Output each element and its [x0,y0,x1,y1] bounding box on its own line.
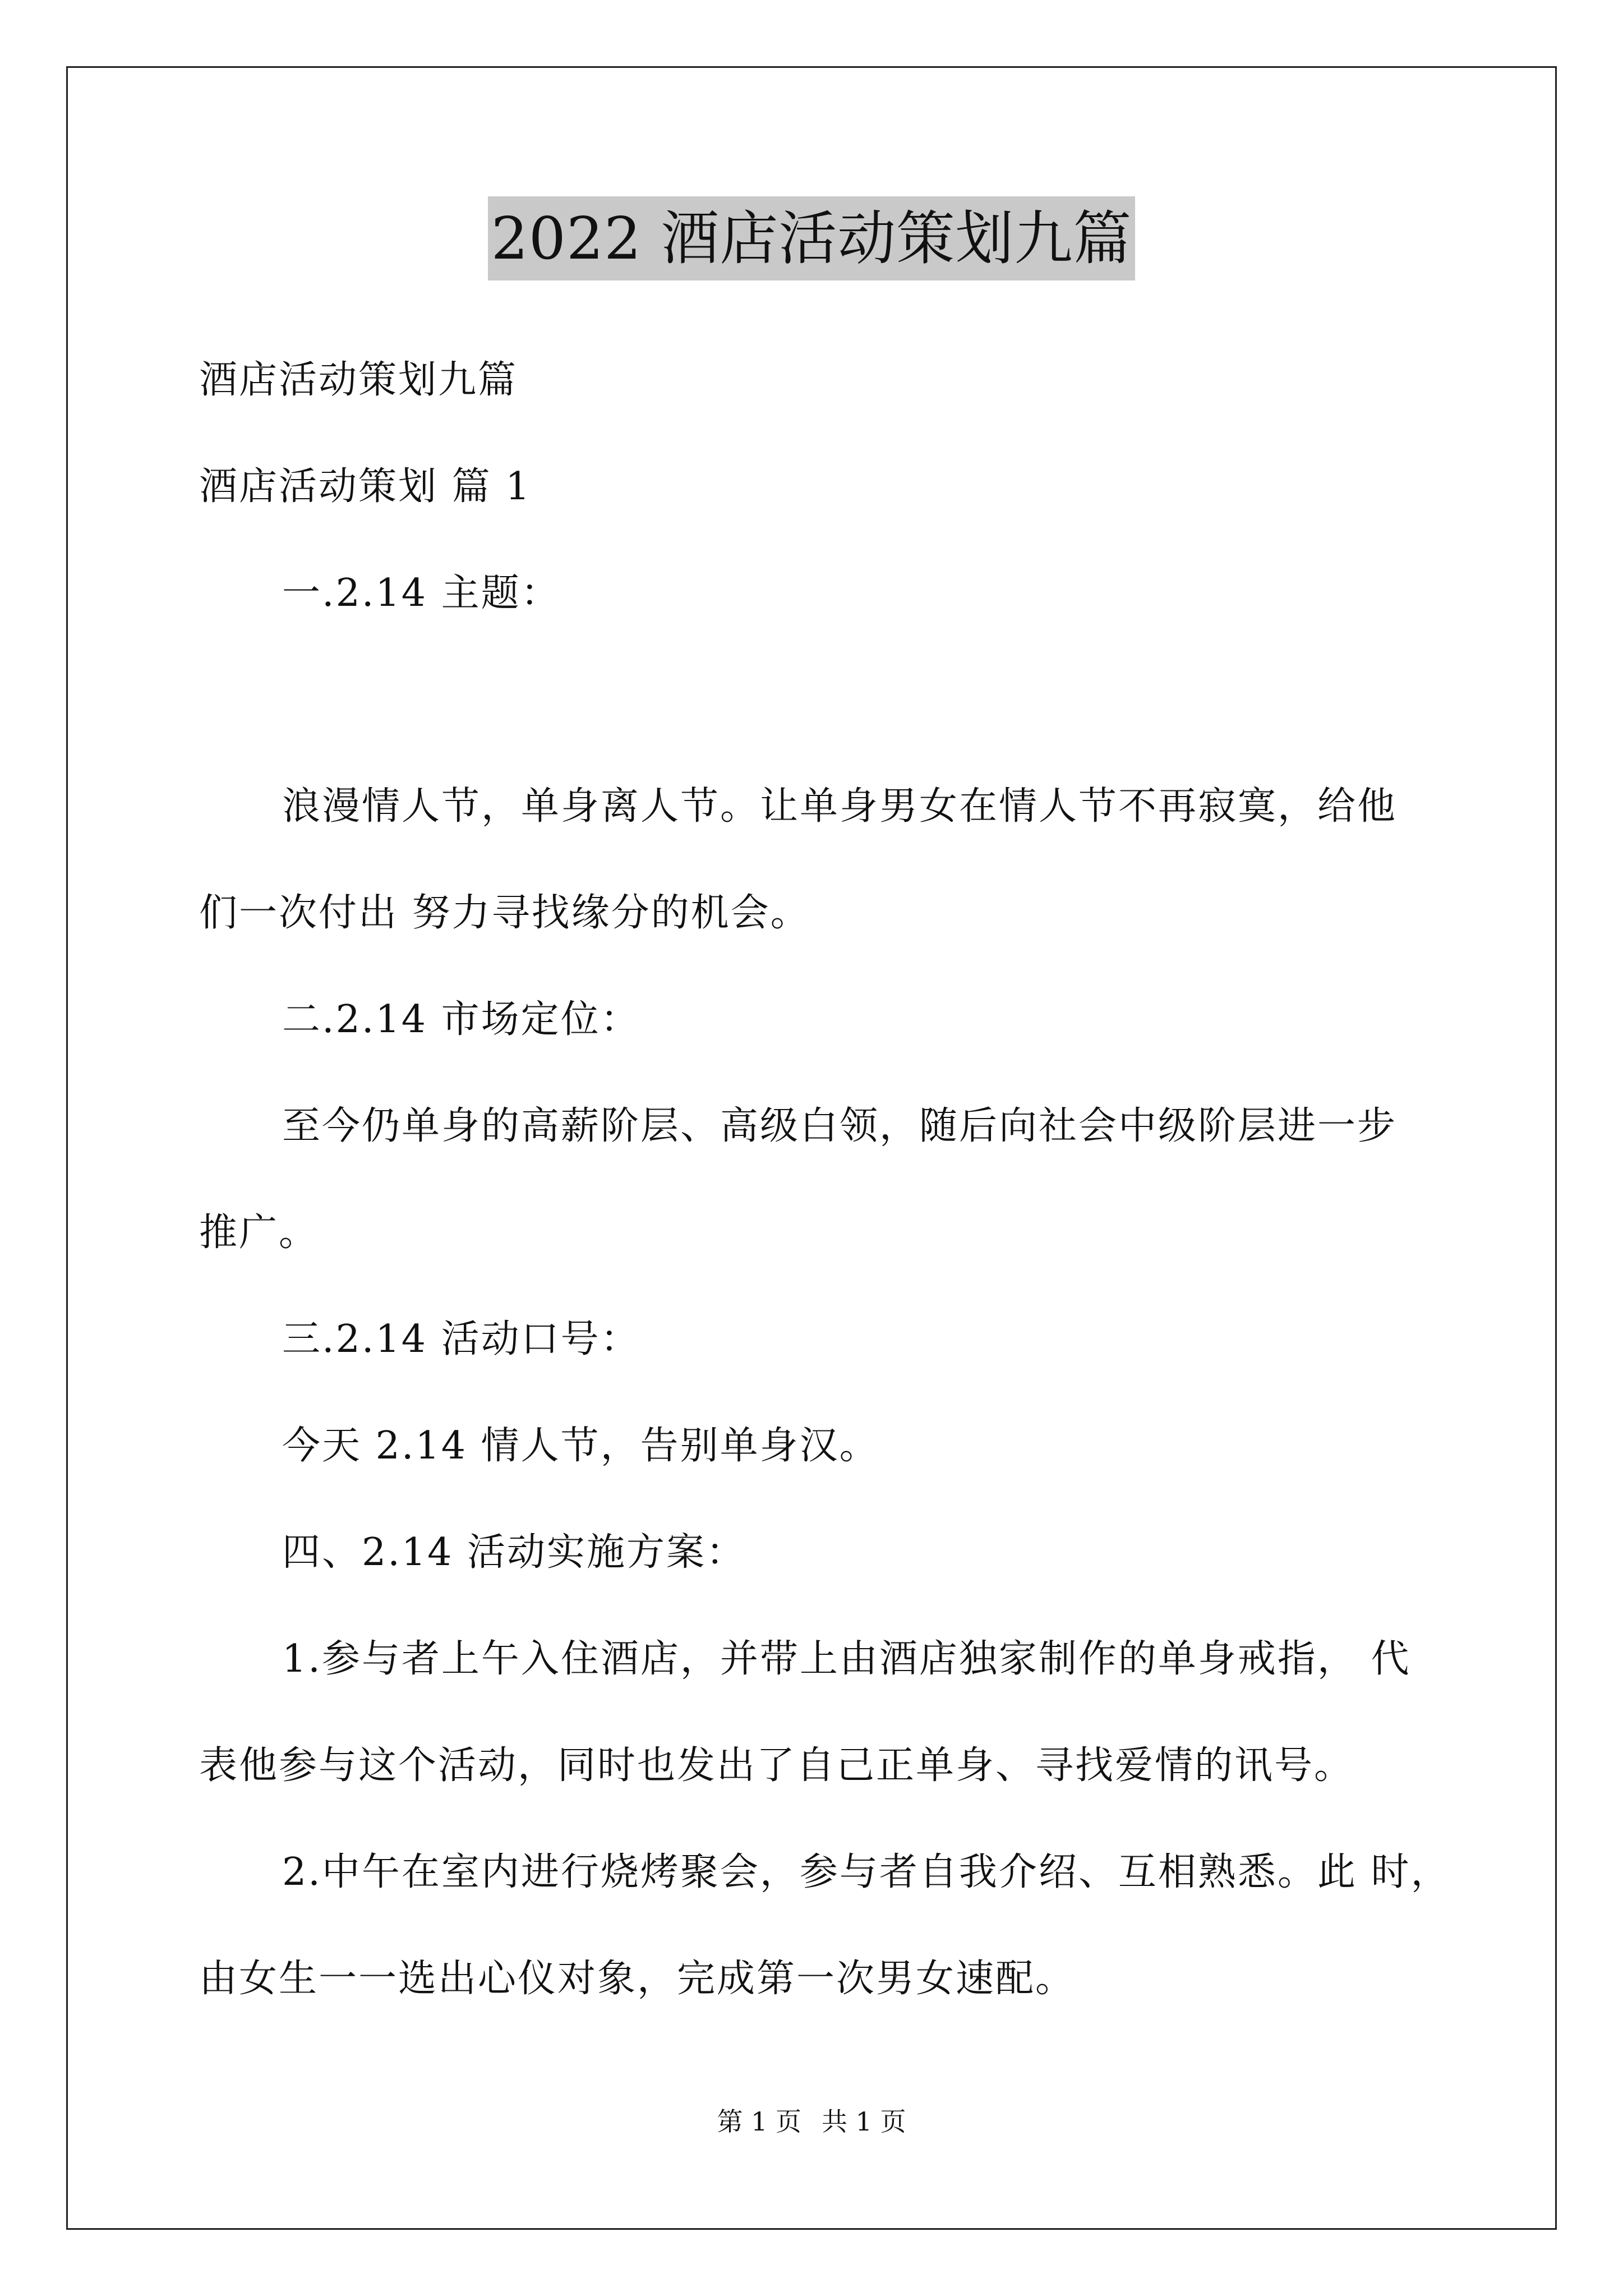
paragraph-line: 四、2.14 活动实施方案： [282,1530,746,1575]
paragraph-line: 一.2.14 主题： [282,571,561,615]
page-number: 第 1 页 [717,2106,801,2137]
document-heading: 酒店活动策划九篇 [199,358,518,402]
paragraph-line: 至今仍单身的高薪阶层、高级白领，随后向社会中级阶层进一步 [282,1104,1398,1148]
paragraph-line: 们一次付出 努力寻找缘分的机会。 [199,891,810,935]
paragraph-line: 浪漫情人节，单身离人节。让单身男女在情人节不再寂寞，给他 [282,784,1398,829]
section-heading: 酒店活动策划 篇 1 [199,464,532,509]
paragraph-line: 推广。 [199,1211,319,1255]
page-footer [0,2105,1623,2138]
page-total: 共 1 页 [822,2106,906,2137]
paragraph-line: 表他参与这个活动，同时也发出了自己正单身、寻找爱情的讯号。 [199,1743,1354,1788]
paragraph-line: 1.参与者上午入住酒店，并带上由酒店独家制作的单身戒指， 代 [282,1637,1411,1681]
paragraph-line: 今天 2.14 情人节，告别单身汉。 [282,1424,879,1468]
paragraph-line: 由女生一一选出心仪对象，完成第一次男女速配。 [199,1957,1076,2001]
document-title: 2022 酒店活动策划九篇 [488,196,1136,280]
paragraph-line: 二.2.14 市场定位： [282,997,640,1042]
paragraph-line: 三.2.14 活动口号： [282,1317,640,1361]
paragraph-line: 2.中午在室内进行烧烤聚会，参与者自我介绍、互相熟悉。此 时， [282,1850,1451,1894]
title-container [0,196,1623,280]
